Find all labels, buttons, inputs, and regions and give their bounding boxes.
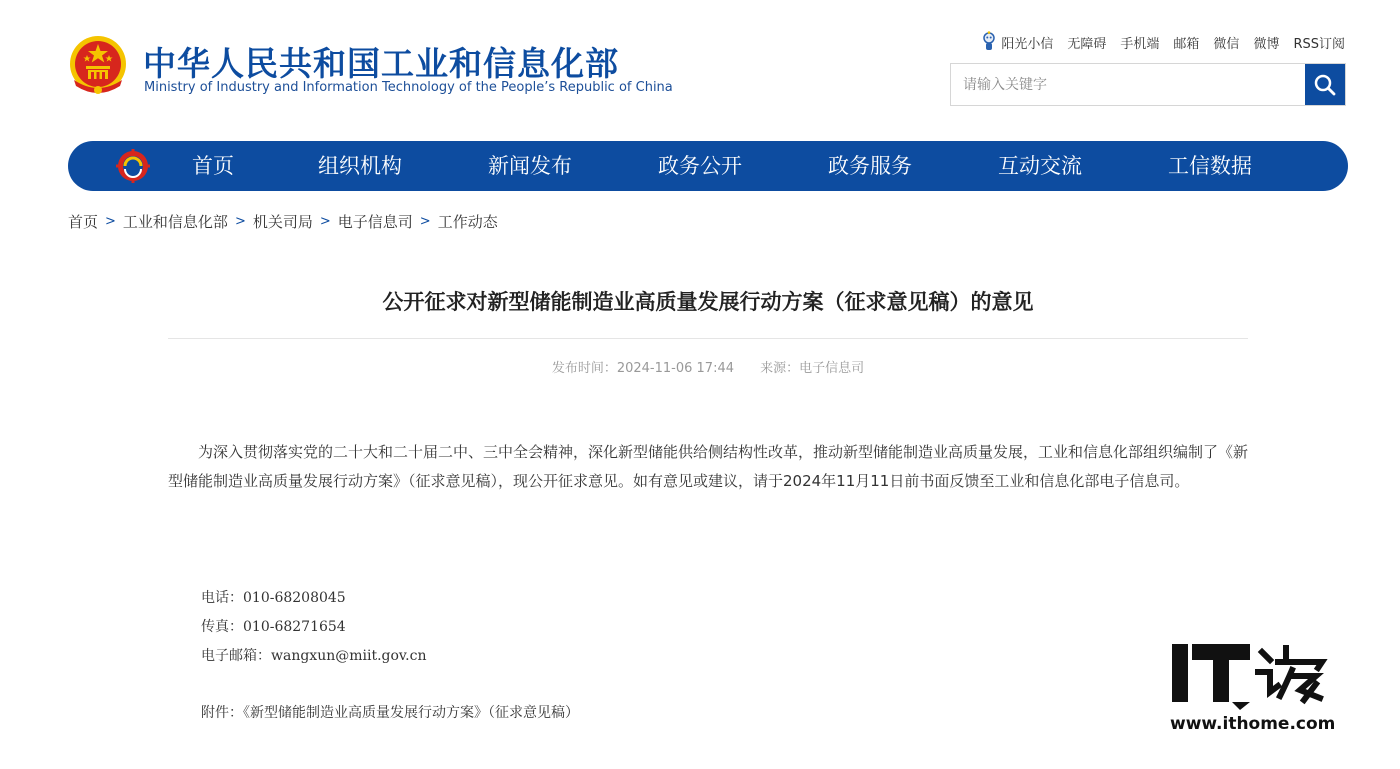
- nav-item-home[interactable]: 首页: [192, 154, 234, 178]
- mascot-icon: [981, 31, 997, 53]
- top-links: [981, 31, 1345, 53]
- search-button[interactable]: [1305, 64, 1345, 105]
- top-link-mail[interactable]: 邮箱: [1173, 36, 1200, 52]
- breadcrumb-electronics-dept[interactable]: 电子信息司: [337, 213, 413, 231]
- contact-email: 电子邮箱：wangxun@miit.gov.cn: [201, 648, 427, 664]
- nav-item-government-affairs[interactable]: 政务公开: [658, 154, 742, 178]
- breadcrumb-separator: >: [319, 214, 331, 229]
- nav-item-data[interactable]: 工信数据: [1168, 154, 1252, 178]
- breadcrumb-separator: >: [419, 214, 431, 229]
- breadcrumb-departments[interactable]: 机关司局: [252, 213, 313, 231]
- top-link-weibo[interactable]: 微博: [1253, 36, 1280, 52]
- top-link-accessibility[interactable]: 无障碍: [1067, 36, 1107, 52]
- search-icon: [1313, 73, 1337, 97]
- top-link-sunshine[interactable]: 阳光小信: [1001, 36, 1054, 52]
- miit-gear-icon: [116, 149, 150, 183]
- article-paragraph: 为深入贯彻落实党的二十大和二十届二中、三中全会精神，深化新型储能供给侧结构性改革，推动新型储能制造业高质量发展，工业和信息化部组织编制了《新型储能制造业高质量发展行动方案》（征求意见稿），现公开征求意见。如有意见或建议，请于2024年11月11日前书面反馈至工业和信息化部电子信息司。: [168, 443, 1249, 490]
- attachment-link[interactable]: 附件：《新型储能制造业高质量发展行动方案》（征求意见稿）: [201, 705, 579, 721]
- top-link-wechat[interactable]: 微信: [1213, 36, 1240, 52]
- watermark-url: www.ithome.com: [1170, 714, 1336, 734]
- site-title-en: Ministry of Industry and Information Technology of the People’s Republic of China: [144, 80, 673, 95]
- search-input[interactable]: [951, 64, 1305, 105]
- breadcrumb: [68, 211, 498, 232]
- nav-item-organization[interactable]: 组织机构: [318, 154, 402, 178]
- top-link-mobile[interactable]: 手机端: [1120, 36, 1160, 52]
- breadcrumb-work-news[interactable]: 工作动态: [437, 213, 498, 231]
- national-emblem-logo[interactable]: [68, 34, 128, 98]
- article-title: 公开征求对新型储能制造业高质量发展行动方案（征求意见稿）的意见: [382, 290, 1034, 314]
- nav-item-news[interactable]: 新闻发布: [488, 154, 572, 178]
- breadcrumb-separator: >: [105, 214, 116, 229]
- nav-item-interaction[interactable]: 互动交流: [998, 154, 1082, 178]
- breadcrumb-ministry[interactable]: 工业和信息化部: [122, 213, 228, 231]
- publish-time: 发布时间：2024-11-06 17:44: [551, 361, 734, 376]
- breadcrumb-home[interactable]: 首页: [68, 213, 99, 231]
- title-divider: [168, 338, 1248, 339]
- article-meta: [168, 357, 1248, 376]
- article-source: 来源：电子信息司: [760, 361, 865, 376]
- nav-item-services[interactable]: 政务服务: [828, 154, 912, 178]
- search-box: [950, 63, 1346, 106]
- sunshine-link[interactable]: [981, 31, 1053, 53]
- site-title-cn[interactable]: 中华人民共和国工业和信息化部: [143, 44, 619, 83]
- top-link-rss[interactable]: RSS订阅: [1293, 36, 1345, 52]
- contact-phone: 电话：010-68208045: [201, 590, 346, 606]
- breadcrumb-separator: >: [234, 214, 246, 229]
- main-nav: [68, 141, 1348, 191]
- contact-fax: 传真：010-68271654: [201, 619, 346, 635]
